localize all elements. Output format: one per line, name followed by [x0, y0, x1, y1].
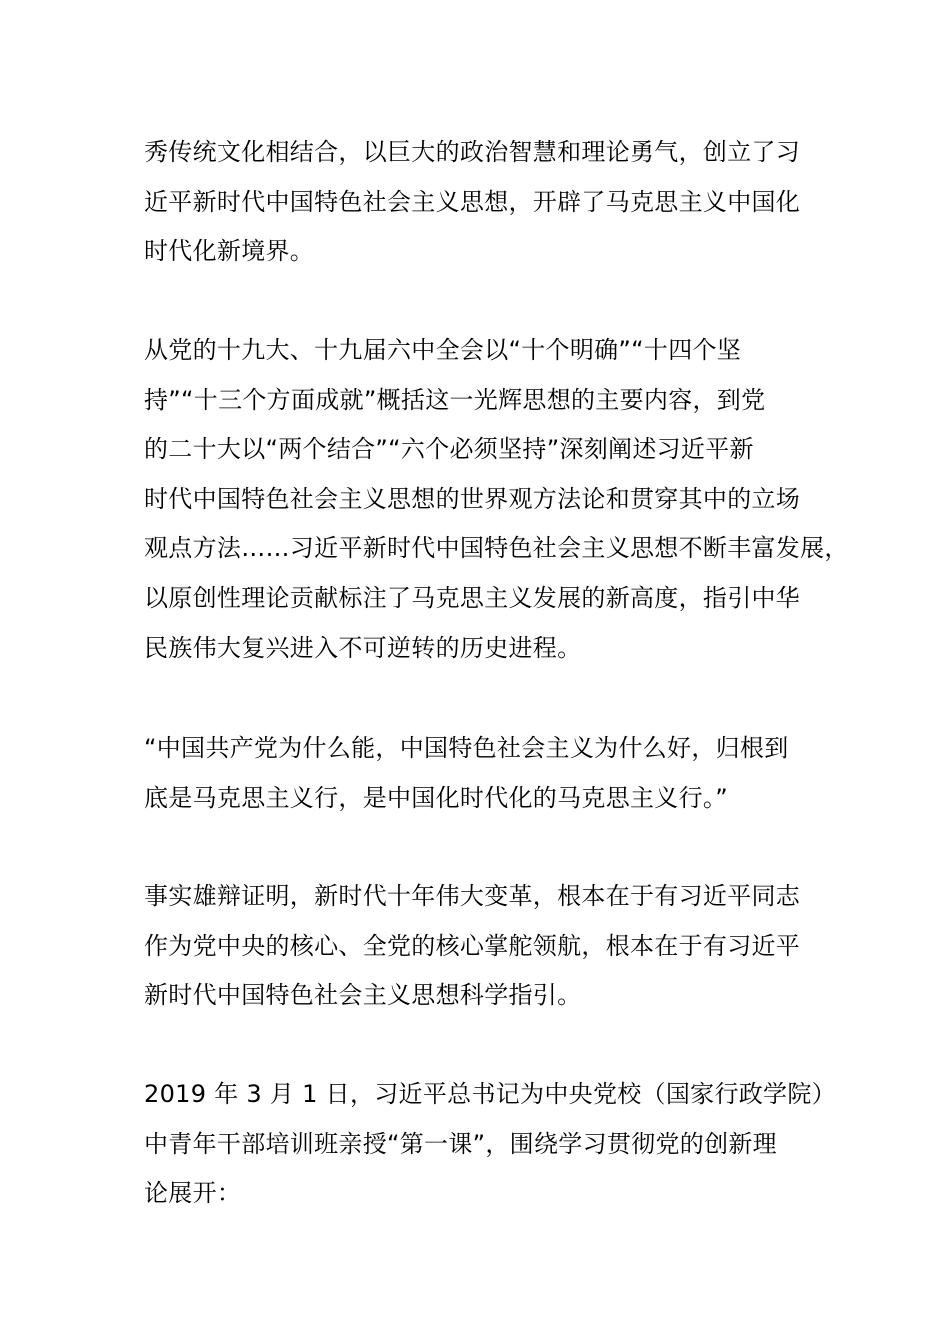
text-line: 以原创性理论贡献标注了马克思主义发展的新高度，指引中华	[144, 583, 801, 612]
text-line: 近平新时代中国特色社会主义思想，开辟了马克思主义中国化	[144, 187, 801, 216]
paragraph-2	[144, 326, 849, 673]
text-line: 事实雄辩证明，新时代十年伟大变革，根本在于有习近平同志	[144, 882, 801, 910]
text-line: 新时代中国特色社会主义思想科学指引。	[144, 981, 582, 1010]
text-line: 底是马克思主义行，是中国化时代化的马克思主义行。”	[144, 783, 728, 812]
text-line: 持”“十三个方面成就”概括这一光辉思想的主要内容，到党	[144, 385, 766, 414]
text-line: 2019 年 3 月 1 日，习近平总书记为中央党校（国家行政学院）	[144, 1080, 836, 1108]
paragraph-1	[144, 128, 824, 277]
text-line: 时代中国特色社会主义思想的世界观方法论和贯穿其中的立场	[144, 484, 801, 513]
text-line: 民族伟大复兴进入不可逆转的历史进程。	[144, 633, 582, 662]
text-line: 中青年干部培训班亲授“第一课”，围绕学习贯彻党的创新理	[144, 1129, 777, 1158]
text-line: 论展开：	[144, 1179, 242, 1208]
paragraph-3-quote	[144, 724, 824, 823]
text-line: 观点方法……习近平新时代中国特色社会主义思想不断丰富发展，	[144, 534, 849, 563]
paragraph-4	[144, 872, 824, 1021]
text-line: 秀传统文化相结合，以巨大的政治智慧和理论勇气，创立了习	[144, 138, 801, 166]
text-line: 从党的十九大、十九届六中全会以“十个明确”“十四个坚	[144, 336, 742, 364]
paragraph-5	[144, 1070, 836, 1219]
text-line: 的二十大以“两个结合”“六个必须坚持”深刻阐述习近平新	[144, 435, 754, 464]
text-line: “中国共产党为什么能，中国特色社会主义为什么好，归根到	[144, 734, 789, 762]
text-line: 作为党中央的核心、全党的核心掌舵领航，根本在于有习近平	[144, 931, 801, 960]
text-line: 时代化新境界。	[144, 237, 315, 266]
